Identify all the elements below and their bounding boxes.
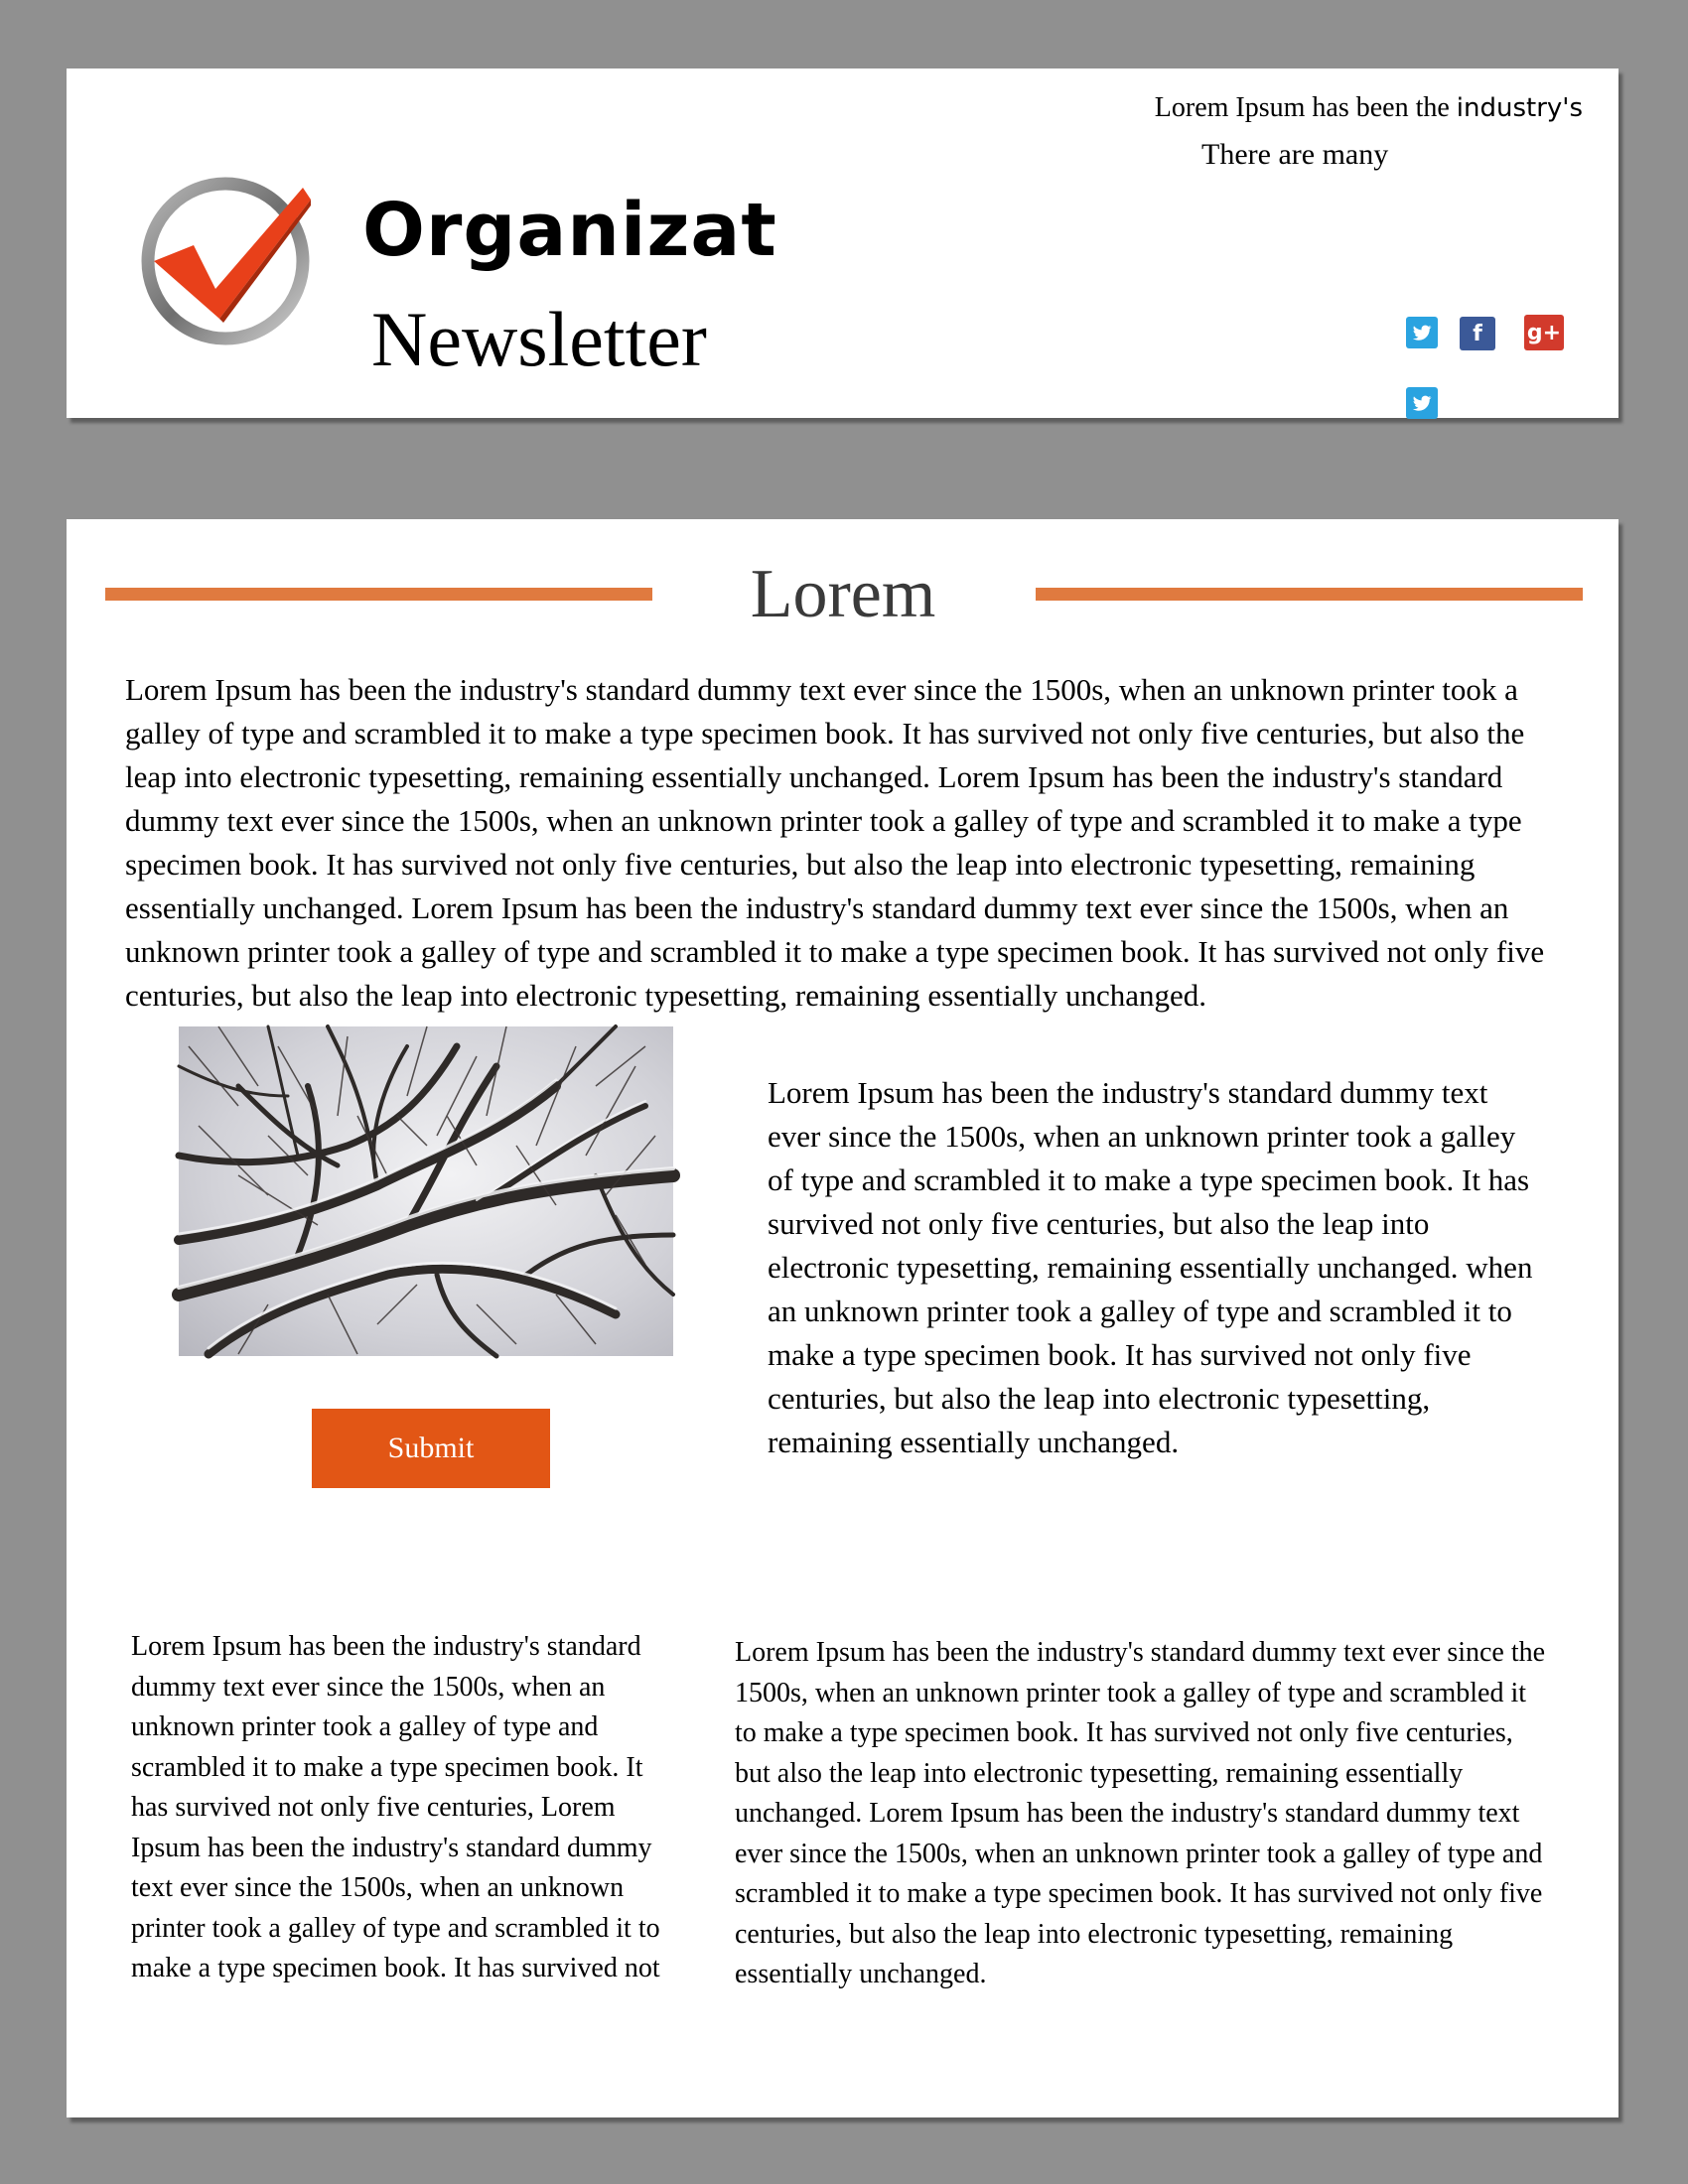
facebook-icon[interactable] — [1460, 317, 1495, 350]
twitter-bird-glyph — [1411, 392, 1433, 414]
google-plus-glyph: g+ — [1526, 320, 1562, 345]
content-panel — [67, 519, 1618, 2117]
left-column-paragraph: Lorem Ipsum has been the industry's standard dummy text ever since the 1500s, when an unknown printer took a galley of type and scrambled it to make a type specimen book. It has survived not only five centuries, Lorem Ipsum has been the industry's standard dummy text ever since the 1500s, when an unknown printer took a galley of type and scrambled it to make a type specimen book. It has survived not — [131, 1631, 660, 1983]
tagline-line-1-start: Lorem Ipsum has been the — [1154, 92, 1457, 123]
newsletter-title: Newsletter — [371, 296, 707, 382]
checkmark-logo-icon — [136, 170, 315, 348]
organization-name: Organizat — [362, 188, 777, 273]
tagline-line-1 — [1155, 92, 1583, 124]
intro-paragraph: Lorem Ipsum has been the industry's standard dummy text ever since the 1500s, when an unknown printer took a galley of type and scrambled it to make a type specimen book. It has survived not only five centuries, but also the leap into electronic typesetting, remaining essentially unchanged. Lorem Ipsum has been the industry's standard dummy text ever since the 1500s, when an unknown printer took a galley of type and scrambled it to make a type specimen book. It has survived not only five centuries, but also the leap into electronic typesetting, remaining essentially unchanged. Lorem Ipsum has been the industry's standard dummy text ever since the 1500s, when an unknown printer took a galley of type and scrambled it to make a type specimen book. It has survived not only five centuries, but also the leap into electronic typesetting, remaining essentially unchanged. — [125, 672, 1545, 1013]
google-plus-icon[interactable] — [1524, 315, 1564, 350]
tagline-line-1-end: industry's — [1456, 93, 1583, 123]
twitter-icon[interactable] — [1406, 317, 1438, 348]
submit-button[interactable]: Submit — [312, 1409, 550, 1488]
twitter-bird-glyph — [1411, 322, 1433, 343]
twitter-icon[interactable] — [1406, 387, 1438, 419]
right-column-paragraph: Lorem Ipsum has been the industry's standard dummy text ever since the 1500s, when an unknown printer took a galley of type and scrambled it to make a type specimen book. It has survived not only five centuries, but also the leap into electronic typesetting, remaining essentially unchanged. Lorem Ipsum has been the industry's standard dummy text ever since the 1500s, when an unknown printer took a galley of type and scrambled it to make a type specimen book. It has survived not only five centuries, but also the leap into electronic typesetting, remaining essentially unchanged. — [735, 1637, 1546, 1989]
title-rule-left — [105, 588, 652, 601]
tagline-line-2: There are many — [1201, 138, 1389, 171]
snowy-tree-image — [179, 1026, 673, 1356]
facebook-glyph: f — [1473, 321, 1482, 346]
title-rule-right — [1036, 588, 1583, 601]
image-side-paragraph: Lorem Ipsum has been the industry's standard dummy text ever since the 1500s, when an unknown printer took a galley of type and scrambled it to make a type specimen book. It has survived not only five centuries, but also the leap into electronic typesetting, remaining essentially unchanged. when an unknown printer took a galley of type and scrambled it to make a type specimen book. It has survived not only five centuries, but also the leap into electronic typesetting, remaining essentially unchanged. — [768, 1075, 1533, 1459]
section-title: Lorem — [750, 556, 936, 632]
header-panel — [67, 68, 1618, 418]
